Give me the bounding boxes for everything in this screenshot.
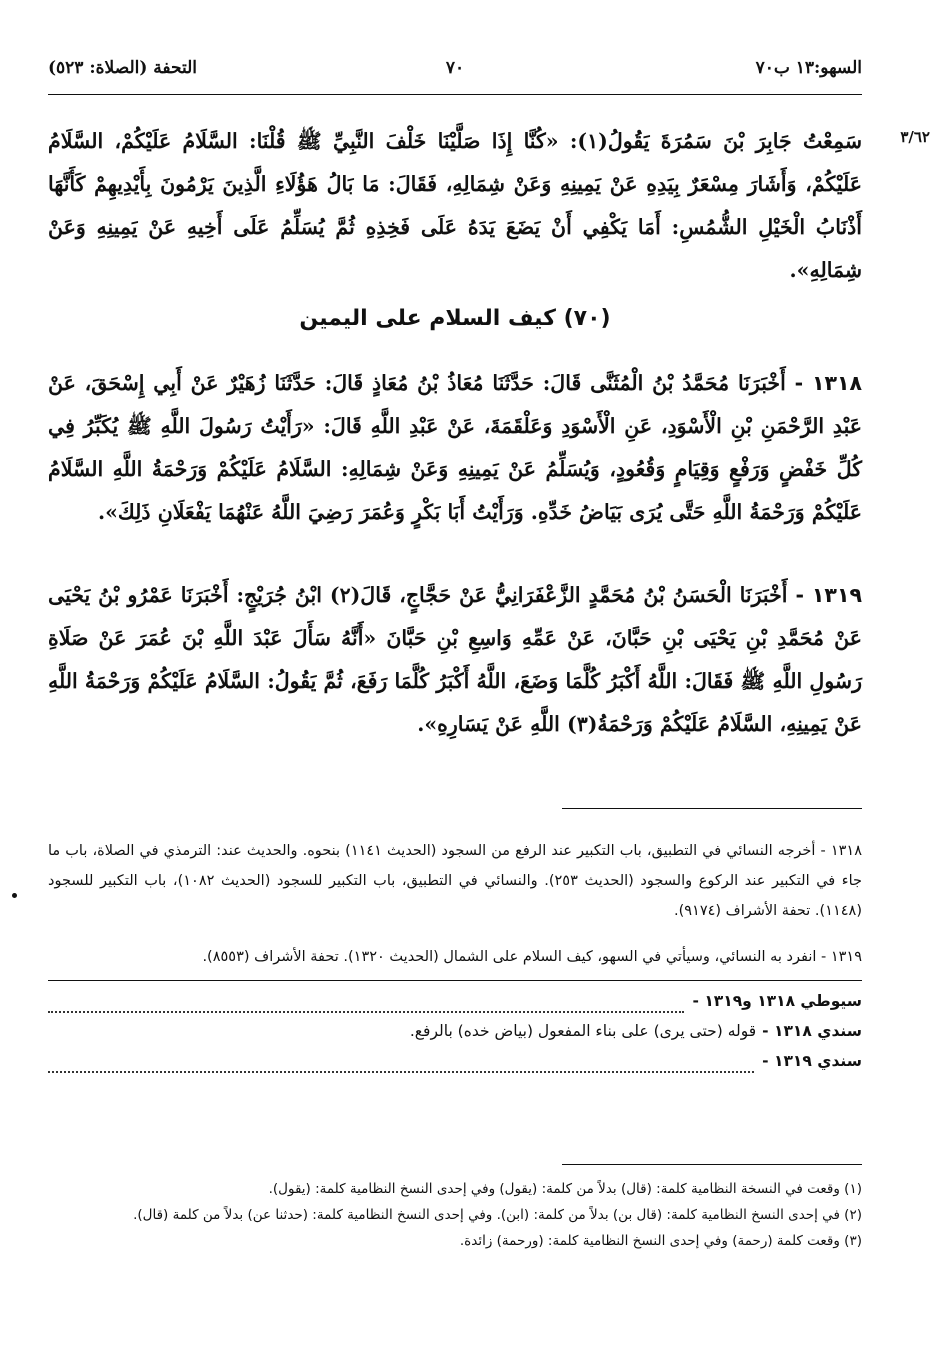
hadith-1318 (48, 362, 862, 534)
commentary-text: قوله (حتى يرى) على بناء المفعول (بياض خده) بالرفع. (409, 1022, 757, 1040)
variants-rule (562, 1164, 862, 1165)
hadith-continuation: سَمِعْتُ جَابِرَ بْنَ سَمُرَةَ يَقُولُ(١): «كُنَّا إِذَا صَلَّيْنَا خَلْفَ النَّبِيِّ ﷺ قُلْنَا: السَّلَامُ عَلَيْكُمْ، السَّلَامُ عَلَيْكُمْ، وَأَشَارَ مِسْعَرٌ بِيَدِهِ عَنْ يَمِينِهِ وَعَنْ شِمَالِهِ، فَقَالَ: مَا بَالُ هَؤُلَاءِ الَّذِينَ يَرْمُونَ بِأَيْدِيهِمْ كَأَنَّهَا أَذْنَابُ الْخَيْلِ الشُّمُسِ: أَمَا يَكْفِي أَنْ يَضَعَ يَدَهُ عَلَى فَخِذِهِ ثُمَّ يُسَلِّمُ عَلَى أَخِيهِ عَنْ يَمِينِهِ وَعَنْ شِمَالِهِ». (48, 129, 862, 282)
commentary-sindi-1318 (48, 1022, 862, 1048)
commentary-label: سندي ١٣١٨ - (762, 1022, 862, 1040)
variant-note-2: (٢) في إحدى النسخ النظامية كلمة: (قال بن) بدلاً من كلمة: (ابن). وفي إحدى النسخ النظامية كلمة: (حدثنا عن) بدلاً من كلمة (قال). (133, 1207, 862, 1223)
running-head (48, 58, 862, 88)
hadith-number: ١٣١٨ - (794, 371, 862, 395)
hadith-number: ١٣١٩ - (795, 583, 862, 607)
commentary-label: سيوطي ١٣١٨ و١٣١٩ - (692, 992, 862, 1010)
hadith-text: أَخْبَرَنَا الْحَسَنُ بْنُ مُحَمَّدٍ الزَّعْفَرَانِيُّ عَنْ حَجَّاجٍ، قَالَ(٢) ابْنُ جُرَيْجٍ: أَخْبَرَنَا عَمْرُو بْنُ يَحْيَى عَنْ مُحَمَّدِ بْنِ يَحْيَى بْنِ حَبَّانَ، عَنْ عَمِّهِ وَاسِعِ بْنِ حَبَّانَ «أَنَّهُ سَأَلَ عَبْدَ اللَّهِ بْنَ عُمَرَ عَنْ صَلَاةِ رَسُولِ اللَّهِ ﷺ فَقَالَ: اللَّهُ أَكْبَرُ كُلَّمَا وَضَعَ، اللَّهُ أَكْبَرُ كُلَّمَا رَفَعَ، ثُمَّ يَقُولُ: السَّلَامُ عَلَيْكُمْ وَرَحْمَةُ اللَّهِ عَنْ يَمِينِهِ، السَّلَامُ عَلَيْكُمْ وَرَحْمَةُ(٣) اللَّهِ عَنْ يَسَارِهِ». (48, 583, 862, 736)
dotted-leader (48, 997, 684, 1013)
hadith-1319 (48, 574, 862, 746)
header-rule (48, 94, 862, 95)
margin-volume-ref: ٣/٦٢ (900, 128, 930, 146)
chapter-title: (٧٠) كيف السلام على اليمين (299, 306, 611, 331)
takhrij-1319: ١٣١٩ - انفرد به النسائي، وسيأتي في السهو، كيف السلام على الشمال (الحديث ١٣٢٠). تحفة الأشراف (٨٥٥٣). (202, 949, 862, 965)
header-tuhfa-ref: التحفة (الصلاة: ٥٢٣) (48, 58, 198, 78)
header-section-ref: السهو:١٣ ب٧٠ (755, 58, 862, 78)
hadith-text: أَخْبَرَنَا مُحَمَّدُ بْنُ الْمُثَنَّى قَالَ: حَدَّثَنَا مُعَاذُ بْنُ مُعَاذٍ قَالَ: حَدَّثَنَا زُهَيْرٌ عَنْ أَبِي إِسْحَقَ، عَنْ عَبْدِ الرَّحْمَنِ بْنِ الْأَسْوَدِ، عَنِ الْأَسْوَدِ وَعَلْقَمَةَ، عَنْ عَبْدِ اللَّهِ قَالَ: «رَأَيْتُ رَسُولَ اللَّهِ ﷺ يُكَبِّرُ فِي كُلِّ خَفْضٍ وَرَفْعٍ وَقِيَامٍ وَقُعُودٍ، وَيُسَلِّمُ عَنْ يَمِينِهِ وَعَنْ شِمَالِهِ: السَّلَامُ عَلَيْكُمْ وَرَحْمَةُ اللَّهِ السَّلَامُ عَلَيْكُمْ وَرَحْمَةُ اللَّهِ حَتَّى يُرَى بَيَاضُ خَدِّهِ. وَرَأَيْتُ أَبَا بَكْرٍ وَعُمَرَ رَضِيَ اللَّهُ عَنْهُمَا يَفْعَلَانِ ذَلِكَ». (48, 371, 862, 524)
takhrij-rule (562, 808, 862, 809)
scan-mark (12, 893, 17, 898)
commentary-sindi-1319 (48, 1052, 862, 1078)
commentary-label: سندي ١٣١٩ - (762, 1052, 862, 1070)
dotted-leader (48, 1057, 754, 1073)
page-number: ٧٠ (445, 58, 465, 78)
takhrij-1318: ١٣١٨ - أخرجه النسائي في التطبيق، باب التكبير عند الرفع من السجود (الحديث ١١٤١) بنحوه. والحديث عند: الترمذي في الصلاة، باب ما جاء في التكبير عند الركوع والسجود (الحديث ٢٥٣). والنسائي في التطبيق، باب التكبير للسجود (الحديث ١٠٨٢)، باب التكبير للسجود (١١٤٨). تحفة الأشراف (٩١٧٤). (48, 843, 862, 919)
commentary-suyuti (48, 992, 862, 1018)
variant-note-1: (١) وقعت في النسخة النظامية كلمة: (قال) بدلاً من كلمة: (يقول) وفي إحدى النسخ النظامية كلمة: (يقول). (268, 1181, 862, 1197)
variant-note-3: (٣) وقعت كلمة (رحمة) وفي إحدى النسخ النظامية كلمة: (ورحمة) زائدة. (459, 1233, 862, 1249)
commentary-rule (48, 980, 862, 981)
